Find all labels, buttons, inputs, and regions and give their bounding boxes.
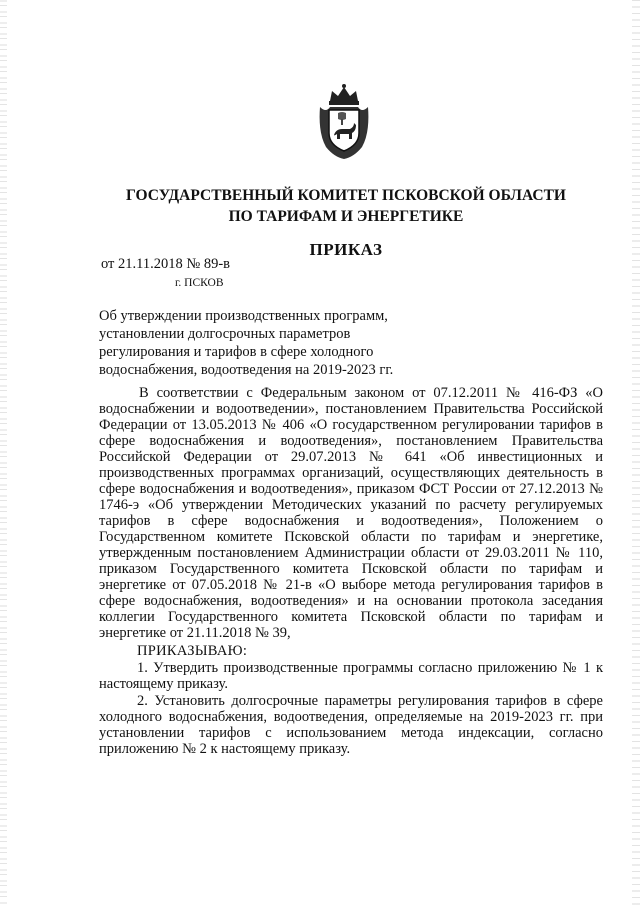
organization-name-line2: ПО ТАРИФАМ И ЭНЕРГЕТИКЕ: [228, 208, 464, 225]
pskov-coat-of-arms-icon: [316, 83, 372, 161]
organization-name-line1: ГОСУДАРСТВЕННЫЙ КОМИТЕТ ПСКОВСКОЙ ОБЛАСТИ: [125, 187, 566, 204]
order-title: ПРИКАЗ: [309, 240, 383, 259]
order-item-2: 2. Установить долгосрочные параметры регулирования тарифов в сфере холодного водоснабжения, водоотведения, определяемые на 2019-2023 гг. при установлении тарифов с использованием метода индексации, согласно приложению № 2 к настоящему приказу.: [99, 693, 603, 757]
subject-line: установлении долгосрочных параметров: [99, 326, 351, 342]
order-body: [99, 385, 603, 757]
preamble-paragraph: В соответствии с Федеральным законом от 07.12.2011 № 416-ФЗ «О водоснабжении и водоотведении», постановлением Правительства Российской Федерации от 13.05.2013 № 406 «О государственном регулировании тарифов в сфере водоснабжения и водоотведения», постановлением Правительства Российской Федерации от 29.07.2013 № 641 «Об инвестиционных и производственных программах организаций, осуществляющих деятельность в сфере водоснабжения и водоотведения», приказом ФСТ России от 27.12.2013 № 1746-э «Об утверждении Методических указаний по расчету регулируемых тарифов в сфере водоснабжения и водоотведения», Положением о Государственном комитете Псковской области по тарифам и энергетике, утвержденным постановлением Администрации области от 29.03.2011 № 110, приказом Государственного комитета Псковской области по тарифам и энергетике от 07.05.2018 № 21-в «О выборе метода регулирования тарифов в сфере водоснабжения, водоотведения» и на основании протокола заседания коллегии Государственного комитета Псковской области по тарифам и энергетике от 21.11.2018 № 39,: [99, 385, 603, 641]
order-city: г. ПСКОВ: [175, 277, 224, 289]
order-date-number: от 21.11.2018 № 89-в: [101, 256, 230, 272]
scan-edge-left: [0, 0, 7, 905]
subject-line: Об утверждении производственных программ,: [99, 308, 388, 324]
order-item-1: 1. Утвердить производственные программы согласно приложению № 1 к настоящему приказу.: [99, 660, 603, 692]
prikazyvayu-heading: ПРИКАЗЫВАЮ:: [137, 643, 248, 659]
scan-edge-right: [632, 0, 640, 905]
subject-line: водоснабжения, водоотведения на 2019-2023 гг.: [99, 362, 394, 378]
subject-line: регулирования и тарифов в сфере холодного: [99, 344, 374, 360]
order-subject: [99, 307, 419, 379]
organization-name: [90, 185, 602, 227]
